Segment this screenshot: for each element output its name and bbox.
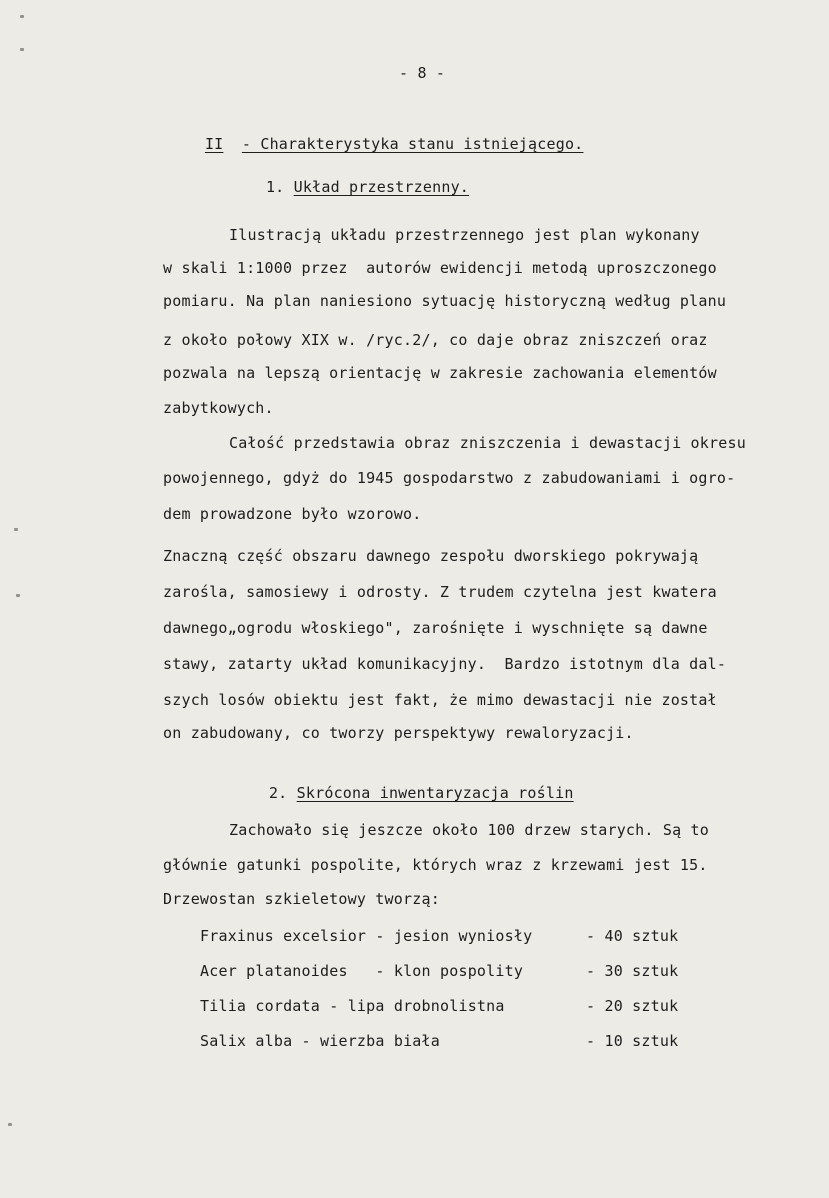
tree-species: Acer platanoides - klon pospolity: [200, 962, 524, 980]
paragraph-line: dem prowadzone było wzorowo.: [163, 505, 422, 523]
margin-mark: [8, 1123, 12, 1126]
margin-mark: [20, 48, 24, 51]
subsection-number: 2.: [268, 784, 288, 802]
margin-mark: [14, 528, 18, 531]
paragraph-line: dawnego„ogrodu włoskiego", zarośnięte i wyschnięte są dawne: [163, 619, 708, 637]
subsection-title: Układ przestrzenny.: [293, 178, 470, 196]
paragraph-line: w skali 1:1000 przez autorów ewidencji metodą uproszczonego: [163, 259, 717, 277]
subsection-heading: [229, 160, 469, 214]
tree-species: Fraxinus excelsior - jesion wyniosły: [200, 927, 533, 945]
paragraph-line: zabytkowych.: [163, 399, 274, 417]
paragraph-line: Znaczną część obszaru dawnego zespołu dworskiego pokrywają: [163, 547, 699, 565]
section-number: II: [204, 135, 224, 153]
paragraph-line: z około połowy XIX w. /ryc.2/, co daje obraz zniszczeń oraz: [163, 331, 708, 349]
subsection-title: Skrócona inwentaryzacja roślin: [296, 784, 574, 802]
page-number: - 8 -: [399, 64, 446, 82]
tree-count: - 20 sztuk: [586, 997, 679, 1015]
paragraph-line: stawy, zatarty układ komunikacyjny. Bardzo istotnym dla dal-: [163, 655, 727, 673]
paragraph-line: pomiaru. Na plan naniesiono sytuację historyczną według planu: [163, 292, 727, 310]
subsection-heading: [232, 766, 574, 820]
tree-count: - 10 sztuk: [586, 1032, 679, 1050]
paragraph-line: pozwala na lepszą orientację w zakresie zachowania elementów: [163, 364, 717, 382]
margin-mark: [16, 594, 20, 597]
paragraph-line: Drzewostan szkieletowy tworzą:: [163, 890, 440, 908]
tree-count: - 40 sztuk: [586, 927, 679, 945]
paragraph-line: Ilustracją układu przestrzennego jest plan wykonany: [229, 226, 700, 244]
paragraph-line: Zachowało się jeszcze około 100 drzew starych. Są to: [229, 821, 709, 839]
subsection-number: 1.: [265, 178, 285, 196]
paragraph-line: szych losów obiektu jest fakt, że mimo dewastacji nie został: [163, 691, 717, 709]
paragraph-line: powojennego, gdyż do 1945 gospodarstwo z zabudowaniami i ogro-: [163, 469, 736, 487]
section-title: - Charakterystyka stanu istniejącego.: [241, 135, 584, 153]
tree-count: - 30 sztuk: [586, 962, 679, 980]
paragraph-line: głównie gatunki pospolite, których wraz z krzewami jest 15.: [163, 856, 708, 874]
paragraph-line: on zabudowany, co tworzy perspektywy rewaloryzacji.: [163, 724, 634, 742]
paragraph-line: Całość przedstawia obraz zniszczenia i dewastacji okresu: [229, 434, 746, 452]
margin-mark: [20, 15, 24, 18]
tree-species: Salix alba - wierzba biała: [200, 1032, 440, 1050]
paragraph-line: zarośla, samosiewy i odrosty. Z trudem czytelna jest kwatera: [163, 583, 717, 601]
tree-species: Tilia cordata - lipa drobnolistna: [200, 997, 505, 1015]
